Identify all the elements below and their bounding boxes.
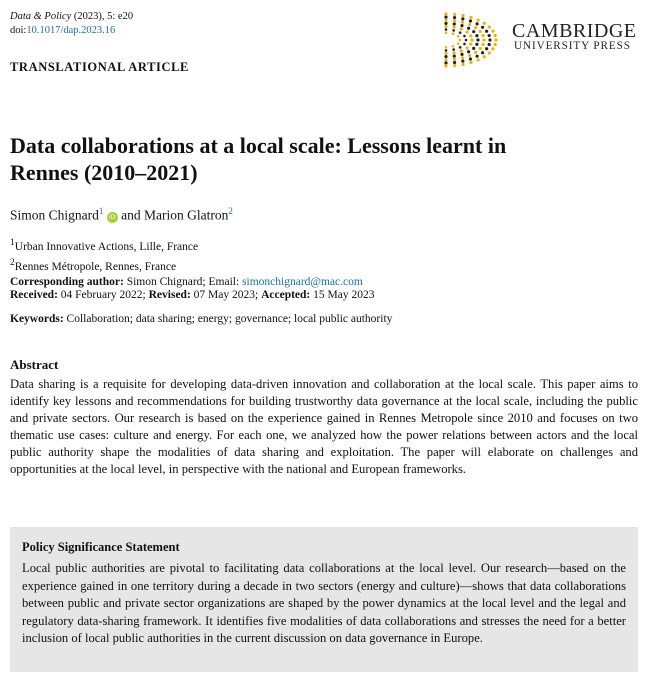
logo-dot — [444, 55, 447, 58]
logo-dot — [494, 43, 497, 46]
logo-dot — [445, 28, 448, 31]
logo-dot — [460, 27, 463, 30]
logo-dot — [491, 30, 494, 33]
corresponding-label: Corresponding author: — [10, 275, 124, 288]
logo-dot — [453, 58, 456, 61]
keywords-label: Keywords: — [10, 313, 64, 325]
publication-dates — [10, 289, 374, 301]
logo-dot — [494, 34, 497, 37]
received-label: Received: — [10, 289, 58, 301]
affiliations — [10, 235, 363, 290]
affiliation-2: Rennes Métropole, Rennes, France — [14, 260, 177, 273]
author-name: Marion Glatron — [144, 207, 229, 223]
policy-heading: Policy Significance Statement — [22, 540, 180, 554]
logo-dot — [444, 12, 447, 15]
logo-dot — [485, 47, 488, 50]
logo-dot — [444, 58, 447, 61]
logo-dot — [469, 16, 472, 19]
logo-dot — [452, 48, 455, 51]
policy-statement-box — [10, 527, 638, 672]
logo-dot — [474, 26, 477, 29]
logo-dot — [460, 53, 463, 56]
logo-dot — [479, 47, 482, 50]
logo-dot — [483, 55, 486, 58]
logo-dot — [488, 25, 491, 28]
logo-dot — [481, 51, 484, 54]
logo-dot — [481, 43, 484, 46]
logo-dot — [469, 43, 472, 46]
logo-dot — [452, 45, 455, 48]
logo-dot — [444, 22, 447, 25]
logo-dot — [444, 25, 447, 28]
logo-dot — [476, 55, 479, 58]
logo-dot — [457, 42, 460, 45]
logo-dot — [469, 34, 472, 37]
logo-dot — [444, 61, 447, 64]
logo-dot — [452, 51, 455, 54]
logo-dot — [461, 21, 464, 24]
logo-dot — [452, 29, 455, 32]
logo-dot — [488, 51, 491, 54]
affiliation-1: Urban Innovative Actions, Lille, France — [14, 240, 199, 253]
logo-dot — [459, 46, 462, 49]
abstract-heading: Abstract — [10, 357, 59, 372]
logo-dot — [462, 14, 465, 17]
logo-dot — [461, 17, 464, 20]
article-title: Data collaborations at a local scale: Lessons learnt in Rennes (2010–2021) — [10, 133, 507, 185]
logo-dot — [476, 38, 479, 41]
logo-dot — [476, 22, 479, 25]
orcid-icon[interactable]: iD — [107, 212, 118, 223]
logo-dot — [461, 56, 464, 59]
logo-dot — [468, 23, 471, 26]
doi-prefix: doi: — [10, 25, 27, 36]
logo-dot — [477, 18, 480, 21]
logo-dot — [453, 54, 456, 57]
logo-dot — [472, 47, 475, 50]
logo-dot — [463, 35, 466, 38]
logo-dot — [463, 43, 466, 46]
logo-dot — [475, 34, 478, 37]
author-list — [10, 206, 233, 224]
abstract-text: Data sharing is a requisite for developing data-driven innovation and collaboration at the local scale. This paper aims to identify key lessons and recommendations for building trustworthy data governance at the local scale, including the public and private sectors. Our research is based on the experience gained in Rennes Metropole since 2010 and focuses on two thematic use cases: culture and energy. For each one, we analyzed how the power relations between actors and the local public authority shape the modalities of data sharing and exploitation. The paper will elaborate on challenges and opportunities at the local level, in perspective with the national and European frameworks. — [10, 377, 638, 476]
logo-dot — [494, 38, 497, 41]
logo-dot — [485, 30, 488, 33]
logo-dot — [474, 51, 477, 54]
logo-dot — [452, 26, 455, 29]
author-connector: and — [117, 207, 145, 223]
logo-dot — [488, 34, 491, 37]
publisher-name-line1: CAMBRIDGE — [512, 20, 637, 42]
logo-dot — [445, 31, 448, 34]
doi-link[interactable]: 10.1017/dap.2023.16 — [26, 25, 116, 36]
logo-dot — [445, 46, 448, 49]
logo-dot — [465, 46, 468, 49]
logo-dot — [453, 64, 456, 67]
logo-dot — [465, 39, 468, 42]
affiliation-sup: 2 — [10, 256, 15, 268]
logo-dot — [488, 38, 491, 41]
logo-dot — [482, 38, 485, 41]
logo-dot — [467, 50, 470, 53]
logo-dot — [460, 24, 463, 27]
article-type: TRANSLATIONAL ARTICLE — [10, 60, 189, 74]
accepted-label: Accepted: — [261, 289, 311, 301]
email-link[interactable]: simonchignard@mac.com — [242, 275, 363, 288]
keywords — [10, 313, 392, 325]
logo-dot — [467, 27, 470, 30]
policy-text: Local public authorities are pivotal to facilitating data collaborations at the local level. Our research—based on the experience gained in one territory during a decade in two sectors (energy and culture)—shows that data collaborations between public and private sector organizations are shaped by the power dynamics at the local level and the legal and regulatory data-sharing framework. It identifies five modalities of data collaborations and stresses the need for a better inclusion of local public authorities in the current discussion on data governance in Europe. — [22, 561, 626, 645]
logo-dot — [460, 49, 463, 52]
logo-dot — [465, 30, 468, 33]
corresponding-text: Simon Chignard; Email: — [123, 275, 243, 288]
publisher-logo — [438, 12, 643, 68]
logo-dot — [481, 34, 484, 37]
logo-dot — [481, 26, 484, 29]
logo-dot — [472, 30, 475, 33]
logo-dot — [444, 52, 447, 55]
logo-dot — [475, 43, 478, 46]
journal-cite: (2023), 5: e20 — [71, 11, 134, 22]
cambridge-arc-icon — [438, 12, 504, 68]
logo-dot — [469, 61, 472, 64]
author-name: Simon Chignard — [10, 207, 99, 223]
logo-dot — [453, 61, 456, 64]
logo-dot — [462, 63, 465, 66]
logo-dot — [477, 58, 480, 61]
keywords-text: Collaboration; data sharing; energy; governance; local public authority — [63, 313, 393, 325]
journal-citation — [10, 10, 133, 38]
logo-dot — [452, 32, 455, 35]
logo-dot — [469, 19, 472, 22]
logo-dot — [444, 16, 447, 19]
author-affiliation-sup: 2 — [228, 206, 233, 216]
affiliation-sup: 1 — [10, 237, 15, 248]
logo-dot — [470, 38, 473, 41]
logo-dot — [453, 22, 456, 25]
logo-dot — [445, 49, 448, 52]
logo-dot — [483, 22, 486, 25]
logo-dot — [453, 13, 456, 16]
accepted-date: 15 May 2023 — [310, 289, 375, 301]
revised-date: 07 May 2023; — [190, 289, 262, 301]
logo-dot — [444, 19, 447, 22]
logo-dot — [479, 30, 482, 33]
logo-dot — [459, 39, 462, 42]
logo-dot — [459, 31, 462, 34]
author-affiliation-sup: 1 — [98, 206, 104, 216]
logo-dot — [488, 43, 491, 46]
logo-dot — [491, 47, 494, 50]
logo-dot — [457, 35, 460, 38]
revised-label: Revised: — [148, 289, 191, 301]
publisher-name-line2: UNIVERSITY PRESS — [514, 40, 631, 52]
logo-dot — [453, 19, 456, 22]
logo-dot — [469, 57, 472, 60]
journal-name: Data & Policy — [10, 11, 72, 22]
received-date: 04 February 2022; — [57, 289, 149, 301]
logo-dot — [468, 54, 471, 57]
logo-dot — [461, 60, 464, 63]
logo-dot — [444, 64, 447, 67]
logo-dot — [453, 16, 456, 19]
